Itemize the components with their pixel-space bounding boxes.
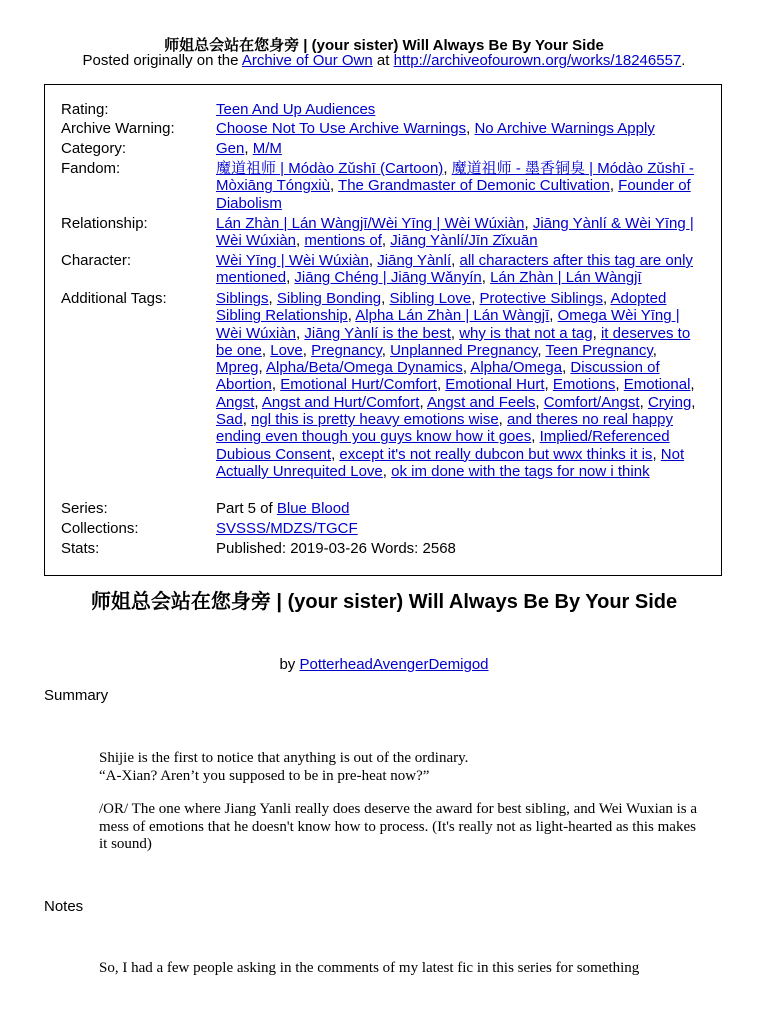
- meta-link[interactable]: Jiāng Yànlí & Wèi Yīng | Wèi Wúxiàn: [216, 215, 694, 250]
- meta-link[interactable]: 魔道祖师 - 墨香铜臭 | Módào Zǔshī - Mòxiāng Tóngxiù: [216, 160, 694, 195]
- stats-value: Published: 2019-03-26 Words: 2568: [216, 540, 456, 557]
- meta-link[interactable]: and theres no real happy ending even though you guys know how it goes: [216, 411, 673, 446]
- category-values: Gen, M/M: [216, 140, 282, 157]
- notes-text: So, I had a few people asking in the comments of my latest fic in this series for something: [99, 960, 640, 976]
- meta-link[interactable]: Love: [270, 341, 303, 359]
- meta-link[interactable]: Sad: [216, 411, 243, 429]
- meta-link[interactable]: Unplanned Pregnancy: [390, 341, 538, 359]
- meta-link[interactable]: Gen: [216, 140, 245, 157]
- meta-link[interactable]: Emotional Hurt: [445, 376, 545, 394]
- character-label: Character:: [61, 252, 132, 269]
- meta-link[interactable]: Lán Zhàn | Lán Wàngjī: [490, 269, 642, 287]
- meta-link[interactable]: Sibling Bonding: [276, 290, 382, 307]
- tags-values: Siblings, Sibling Bonding, Sibling Love, Protective Siblings, Adopted Sibling Relationship, Alpha Lán Zhàn | Lán Wàngjī, Omega Wèi Yīng | Wèi Wúxiàn, Jiāng Yànlí is the best, why is that not a tag, it deserves to be one, Love, Pregnancy, Unplanned Pregnancy, Teen Pregnancy, Mpreg, Alpha/Beta/Omega Dynamics, Alpha/Omega, Discussion of Abortion, Emotional Hurt/Comfort, Emotional Hurt, Emotions, Emotional, Angst, Angst and Hurt/Comfort, Angst and Feels, Comfort/Angst, Crying, Sad, ngl this is pretty heavy emotions wise, and theres no real happy ending even though you guys know how it goes, Implied/Referenced Dubious Consent, except it's not really dubcon but wwx thinks it is, Not Actually Unrequited Love, ok im done with the tags for now i think: [216, 290, 696, 480]
- meta-link[interactable]: Angst and Hurt/Comfort: [261, 393, 420, 411]
- posted-originally-line: [0, 52, 768, 69]
- meta-link[interactable]: Pregnancy: [311, 341, 382, 359]
- meta-link[interactable]: ok im done with the tags for now i think: [391, 462, 650, 480]
- meta-link[interactable]: The Grandmaster of Demonic Cultivation: [338, 177, 610, 195]
- notes-heading: Notes: [44, 898, 84, 915]
- meta-link[interactable]: Teen Pregnancy: [545, 341, 653, 359]
- meta-link[interactable]: Comfort/Angst: [543, 393, 640, 411]
- meta-link[interactable]: Jiāng Yànlí is the best: [304, 324, 451, 342]
- rating-values: [216, 101, 706, 118]
- meta-link[interactable]: Founder of Diabolism: [216, 177, 691, 212]
- meta-link[interactable]: Emotional: [623, 376, 691, 394]
- summary-paragraph-2: /OR/ The one where Jiang Yanli really does deserve the award for best sibling, and Wei Wuxian is a mess of emotions that he doesn't know how to process. (It's really not as light-hearted as this makes it sound): [99, 801, 698, 852]
- relationship-label: Relationship:: [61, 215, 148, 232]
- meta-link[interactable]: Sibling Love: [389, 290, 472, 307]
- meta-link[interactable]: Emotional Hurt/Comfort: [280, 376, 437, 394]
- series-value: [216, 500, 706, 517]
- meta-link[interactable]: Jiāng Chéng | Jiāng Wǎnyín: [294, 269, 482, 287]
- meta-link[interactable]: why is that not a tag: [459, 324, 593, 342]
- meta-link[interactable]: Angst and Feels: [426, 393, 536, 411]
- summary-line-1: Shijie is the first to notice that anything is out of the ordinary.: [99, 750, 469, 766]
- meta-link[interactable]: it deserves to be one: [216, 324, 691, 359]
- collections-value: [216, 520, 706, 537]
- meta-link[interactable]: M/M: [252, 140, 282, 157]
- meta-link[interactable]: Omega Wèi Yīng | Wèi Wúxiàn: [216, 307, 680, 342]
- meta-link[interactable]: Alpha/Beta/Omega Dynamics: [266, 359, 463, 377]
- character-values: Wèi Yīng | Wèi Wúxiàn, Jiāng Yànlí, all characters after this tag are only mentioned, Jiāng Chéng | Jiāng Wǎnyín, Lán Zhàn | Lán Wàngjī: [216, 252, 693, 287]
- meta-link[interactable]: Jiāng Yànlí: [377, 252, 452, 269]
- meta-link[interactable]: except it's not really dubcon but wwx thinks it is: [339, 445, 653, 463]
- meta-link[interactable]: Lán Zhàn | Lán Wàngjī/Wèi Yīng | Wèi Wúxiàn: [216, 215, 525, 232]
- posted-at: at: [376, 52, 390, 69]
- document-header-title: 师姐总会站在您身旁 | (your sister) Will Always Be By Your Side: [164, 37, 604, 54]
- meta-link[interactable]: No Archive Warnings Apply: [474, 120, 655, 137]
- meta-link[interactable]: all characters after this tag are only mentioned: [216, 252, 693, 287]
- meta-link[interactable]: Adopted Sibling Relationship: [216, 290, 667, 325]
- meta-link[interactable]: Crying: [647, 393, 692, 411]
- collection-link[interactable]: SVSSS/MDZS/TGCF: [216, 520, 358, 537]
- meta-link[interactable]: 魔道祖师 | Módào Zǔshī (Cartoon): [216, 160, 444, 177]
- series-prefix: Part 5 of: [216, 500, 273, 517]
- stats-label: Stats:: [61, 540, 100, 557]
- fandom-values: 魔道祖师 | Módào Zǔshī (Cartoon), 魔道祖师 - 墨香铜臭 | Módào Zǔshī - Mòxiāng Tóngxiù, The Grandmaster of Demonic Cultivation, Founder of Diabolism: [216, 160, 694, 212]
- tags-label: Additional Tags:: [61, 290, 167, 307]
- meta-link[interactable]: Not Actually Unrequited Love: [216, 445, 685, 480]
- work-url-link[interactable]: http://archiveofourown.org/works/18246557: [393, 52, 682, 69]
- meta-link[interactable]: Angst: [216, 393, 255, 411]
- meta-link[interactable]: Jiāng Yànlí/Jīn Zǐxuān: [390, 232, 538, 250]
- meta-link[interactable]: Alpha Lán Zhàn | Lán Wàngjī: [355, 307, 550, 325]
- meta-link[interactable]: Siblings: [216, 290, 269, 307]
- relationship-values: Lán Zhàn | Lán Wàngjī/Wèi Yīng | Wèi Wúxiàn, Jiāng Yànlí & Wèi Yīng | Wèi Wúxiàn, mentions of, Jiāng Yànlí/Jīn Zǐxuān: [216, 215, 694, 250]
- meta-link[interactable]: Protective Siblings: [479, 290, 603, 307]
- author-link[interactable]: PotterheadAvengerDemigod: [299, 656, 489, 673]
- posted-period: .: [681, 52, 686, 69]
- fandom-label: Fandom:: [61, 160, 121, 177]
- rating-label: Rating:: [61, 101, 109, 118]
- series-link[interactable]: Blue Blood: [276, 500, 350, 517]
- summary-heading: Summary: [44, 687, 109, 704]
- meta-link[interactable]: Choose Not To Use Archive Warnings: [216, 120, 467, 137]
- collections-label: Collections:: [61, 520, 139, 537]
- summary-text: [99, 750, 699, 785]
- category-label: Category:: [61, 140, 127, 157]
- summary-line-2: “A-Xian? Aren’t you supposed to be in pre-heat now?”: [99, 767, 430, 784]
- meta-link[interactable]: Discussion of Abortion: [216, 359, 660, 394]
- meta-link[interactable]: Alpha/Omega: [470, 359, 563, 377]
- warning-values: Choose Not To Use Archive Warnings, No Archive Warnings Apply: [216, 120, 655, 137]
- meta-link[interactable]: ngl this is pretty heavy emotions wise: [251, 411, 499, 429]
- meta-link[interactable]: Wèi Yīng | Wèi Wúxiàn: [216, 252, 369, 269]
- meta-link[interactable]: Teen And Up Audiences: [216, 101, 376, 118]
- byline: [0, 656, 768, 673]
- meta-link[interactable]: Emotions: [552, 376, 616, 394]
- archive-link[interactable]: Archive of Our Own: [241, 52, 373, 69]
- meta-link[interactable]: Mpreg: [216, 359, 259, 377]
- work-metadata-box: [44, 84, 722, 576]
- work-title: 师姐总会站在您身旁 | (your sister) Will Always Be By Your Side: [90, 591, 678, 613]
- meta-link[interactable]: Implied/Referenced Dubious Consent: [216, 428, 670, 463]
- series-label: Series:: [61, 500, 108, 517]
- meta-link[interactable]: mentions of: [304, 232, 382, 250]
- warning-label: Archive Warning:: [61, 120, 175, 137]
- byline-by: by: [279, 656, 296, 673]
- posted-prefix: Posted originally on the: [82, 52, 239, 69]
